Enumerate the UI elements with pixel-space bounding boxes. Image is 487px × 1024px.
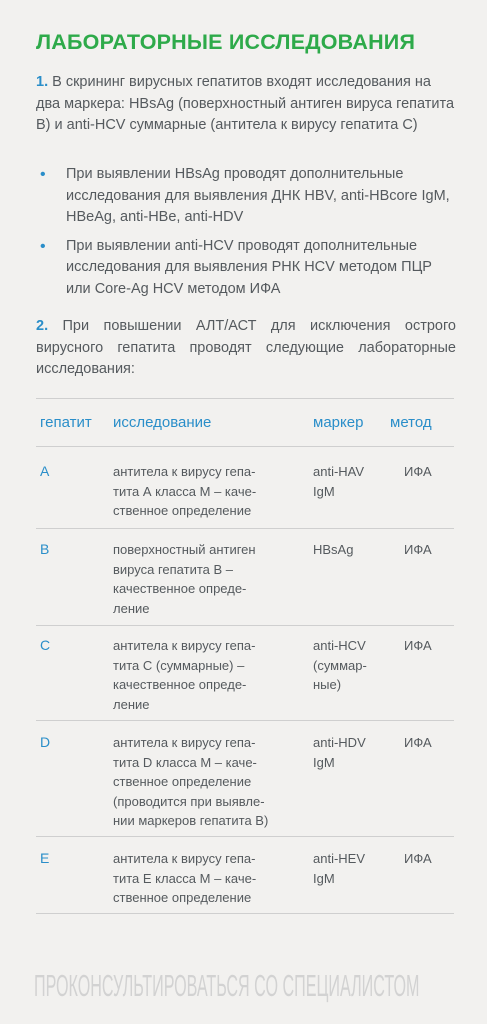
table-divider <box>36 446 454 447</box>
bullet-dot-icon: • <box>40 166 46 183</box>
cell-method: ИФА <box>404 542 432 557</box>
header-hepatitis: гепатит <box>40 414 92 431</box>
cell-study: антитела к вирусу гепа- тита С (суммарные) – качественное опреде- ление <box>113 638 256 712</box>
bullet-text: При выявлении HBsAg проводят дополнительные исследования для выявления ДНК HBV, anti-HBcore IgM, HBeAg, anti-HBe, anti-HDV <box>66 166 450 225</box>
table-divider <box>36 625 454 626</box>
page-title: ЛАБОРАТОРНЫЕ ИССЛЕДОВАНИЯ <box>36 30 416 54</box>
cell-study: антитела к вирусу гепа- тита А класса М – каче- ственное определение <box>113 464 257 518</box>
cell-marker: anti-HCV (суммар- ные) <box>313 638 367 692</box>
cell-method: ИФА <box>404 851 432 866</box>
header-marker: маркер <box>313 414 364 431</box>
section-1-text: В скрининг вирусных гепатитов входят исследования на два маркера: HBsAg (поверхностный антиген вируса гепатита В) и anti-HCV суммарные (антитела к вирусу гепатита С) <box>36 74 455 133</box>
bullet-dot-icon: • <box>40 237 46 255</box>
cell-marker: anti-HEV IgM <box>313 851 366 886</box>
cell-hepatitis: А <box>40 463 50 479</box>
cell-hepatitis: D <box>40 734 51 750</box>
section-1-number: 1. <box>36 74 49 90</box>
section-2-paragraph <box>36 316 456 381</box>
bullet-item <box>36 236 456 301</box>
table-bottom-divider <box>36 913 454 914</box>
cell-hepatitis: С <box>40 637 51 653</box>
cell-marker: HBsAg <box>313 542 354 557</box>
table-divider <box>36 528 454 529</box>
cell-method: ИФА <box>404 735 432 750</box>
cell-method: ИФА <box>404 464 432 479</box>
cell-marker: anti-HAV IgM <box>313 464 365 499</box>
cell-hepatitis: В <box>40 541 50 557</box>
bullet-item <box>36 164 456 229</box>
table-divider <box>36 836 454 837</box>
table-divider <box>36 720 454 721</box>
cell-study: антитела к вирусу гепа- тита D класса М – каче- ственное определение (проводится при выявле- нии маркеров гепатита В) <box>113 735 269 828</box>
table-top-divider <box>36 398 454 399</box>
cell-study: антитела к вирусу гепа- тита Е класса М – каче- ственное определение <box>113 851 257 905</box>
consult-specialist-banner: ПРОКОНСУЛЬТИРОВАТЬСЯ СО СПЕЦИАЛИСТОМ <box>34 968 420 1003</box>
cell-hepatitis: Е <box>40 850 50 866</box>
cell-study: поверхностный антиген вируса гепатита В – качественное опреде- ление <box>113 542 256 616</box>
section-2-number: 2. <box>36 318 49 334</box>
header-method: метод <box>390 414 432 431</box>
header-study: исследование <box>113 414 212 431</box>
cell-marker: anti-HDV IgM <box>313 735 366 770</box>
section-2-text: При повышении АЛТ/АСТ для исключения острого вирусного гепатита проводят следующие лабораторные исследования: <box>36 318 456 377</box>
bullet-text: При выявлении anti-HCV проводят дополнительные исследования для выявления РНК HCV методом ПЦР или Core-Ag HCV методом ИФА <box>66 237 432 297</box>
section-1-bullet-list <box>36 164 456 307</box>
section-1-paragraph <box>36 72 456 137</box>
cell-method: ИФА <box>404 638 432 653</box>
